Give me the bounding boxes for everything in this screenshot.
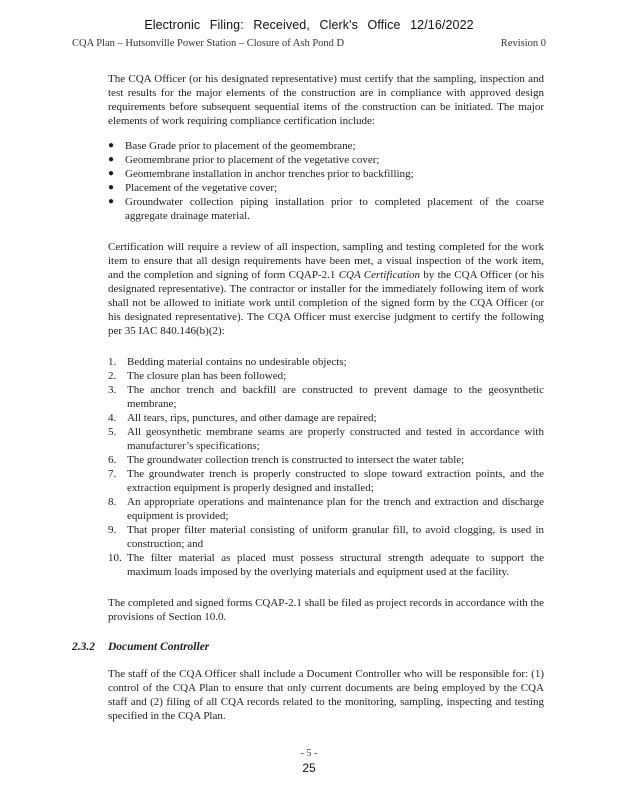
item-number: 5. — [108, 426, 117, 438]
item-number: 2. — [108, 370, 117, 382]
item-number: 6. — [108, 454, 117, 466]
list-item-text: Groundwater collection piping installation prior to completed placement of the coarse aggregate drainage material. — [125, 196, 544, 222]
item-number: 9. — [108, 524, 117, 536]
item-text: All tears, rips, punctures, and other damage are repaired; — [127, 412, 377, 424]
item-text: The filter material as placed must possess structural strength adequate to support the maximum loads imposed by the overlying materials and equipment used at the facility. — [127, 552, 544, 578]
list-item-text: Base Grade prior to placement of the geomembrane; — [125, 140, 356, 152]
filing-stamp: Electronic Filing: Received, Clerk's Office 12/16/2022 — [144, 18, 474, 32]
item-number: 8. — [108, 496, 117, 508]
item-number: 4. — [108, 412, 117, 424]
certification-criteria-list — [108, 355, 544, 579]
section-title: Document Controller — [108, 641, 210, 653]
list-item-text: Placement of the vegetative cover; — [125, 182, 278, 194]
numbered-item — [108, 355, 544, 369]
bullet-icon: ● — [108, 154, 115, 165]
bullet-icon: ● — [108, 196, 115, 207]
bullet-icon: ● — [108, 168, 115, 179]
certification-text-after: by the CQA Officer (or his designated representative). The contractor or installer for the immediately following item of work shall not be allowed to initiate work until completion of the signed form by the CQA Officer (or his designated representative). The CQA Officer must exercise judgment to certify the following per 35 IAC 840.146(b)(2): — [108, 269, 544, 337]
numbered-item — [108, 411, 544, 425]
filing-page-sequence: 25 — [302, 761, 316, 775]
item-text: The anchor trench and backfill are constructed to prevent damage to the geosynthetic membrane; — [127, 384, 544, 410]
numbered-item — [108, 425, 544, 453]
numbered-item — [108, 369, 544, 383]
item-text: An appropriate operations and maintenance plan for the trench and extraction and discharge equipment is provided; — [127, 496, 544, 522]
numbered-item — [108, 383, 544, 411]
closing-paragraph: The completed and signed forms CQAP-2.1 shall be filed as project records in accordance with the provisions of Section 10.0. — [108, 597, 544, 623]
list-item-text: Geomembrane prior to placement of the vegetative cover; — [125, 154, 380, 166]
item-text: The groundwater trench is properly constructed to slope toward extraction points, and the extraction equipment is properly designed and installed; — [127, 468, 544, 494]
header-document-title: CQA Plan – Hutsonville Power Station – Closure of Ash Pond D — [72, 38, 345, 49]
list-item — [108, 139, 544, 153]
bullet-icon: ● — [108, 140, 115, 151]
form-title: CQA Certification — [338, 269, 420, 281]
certification-text-before: Certification will require a review of all inspection, sampling and testing completed for the work item to ensure that all design requirements have been met, a visual inspection of the work item, and the completion and signing of form CQAP-2.1 — [108, 241, 544, 281]
section-paragraph: The staff of the CQA Officer shall include a Document Controller who will be responsible for: (1) control of the CQA Plan to ensure that only current documents are being employed by the CQA staff and (2) filing of all CQA records related to the monitoring, sampling, inspecting and testing specified in the CQA Plan. — [108, 668, 544, 722]
list-item — [108, 195, 544, 223]
list-item — [108, 167, 544, 181]
item-text: The groundwater collection trench is constructed to intersect the water table; — [127, 454, 465, 466]
certification-elements-list — [108, 139, 544, 223]
list-item — [108, 153, 544, 167]
item-number: 7. — [108, 468, 117, 480]
list-item-text: Geomembrane installation in anchor trenches prior to backfilling; — [125, 168, 414, 180]
bullet-icon: ● — [108, 182, 115, 193]
numbered-item — [108, 551, 544, 579]
page-body — [108, 72, 544, 624]
item-text: Bedding material contains no undesirable objects; — [127, 356, 347, 368]
page-number: - 5 - — [300, 748, 318, 759]
item-number: 1. — [108, 356, 117, 368]
section-heading — [72, 641, 209, 653]
item-number: 10. — [108, 552, 122, 564]
numbered-item — [108, 495, 544, 523]
intro-paragraph: The CQA Officer (or his designated representative) must certify that the sampling, inspection and test results for the major elements of the construction are in compliance with approved design requirements before subsequent sequential items of the construction can be initiated. The major elements of work requiring compliance certification include: — [108, 73, 544, 127]
numbered-item — [108, 467, 544, 495]
certification-paragraph — [108, 240, 544, 338]
item-text: All geosynthetic membrane seams are properly constructed and tested in accordance with manufacturer’s specifications; — [127, 426, 544, 452]
header-revision: Revision 0 — [500, 38, 546, 49]
item-text: The closure plan has been followed; — [127, 370, 287, 382]
numbered-item — [108, 523, 544, 551]
section-number: 2.3.2 — [72, 641, 95, 653]
item-text: That proper filter material consisting of uniform granular fill, to avoid clogging, is used in construction; and — [127, 524, 544, 550]
item-number: 3. — [108, 384, 117, 396]
numbered-item — [108, 453, 544, 467]
list-item — [108, 181, 544, 195]
